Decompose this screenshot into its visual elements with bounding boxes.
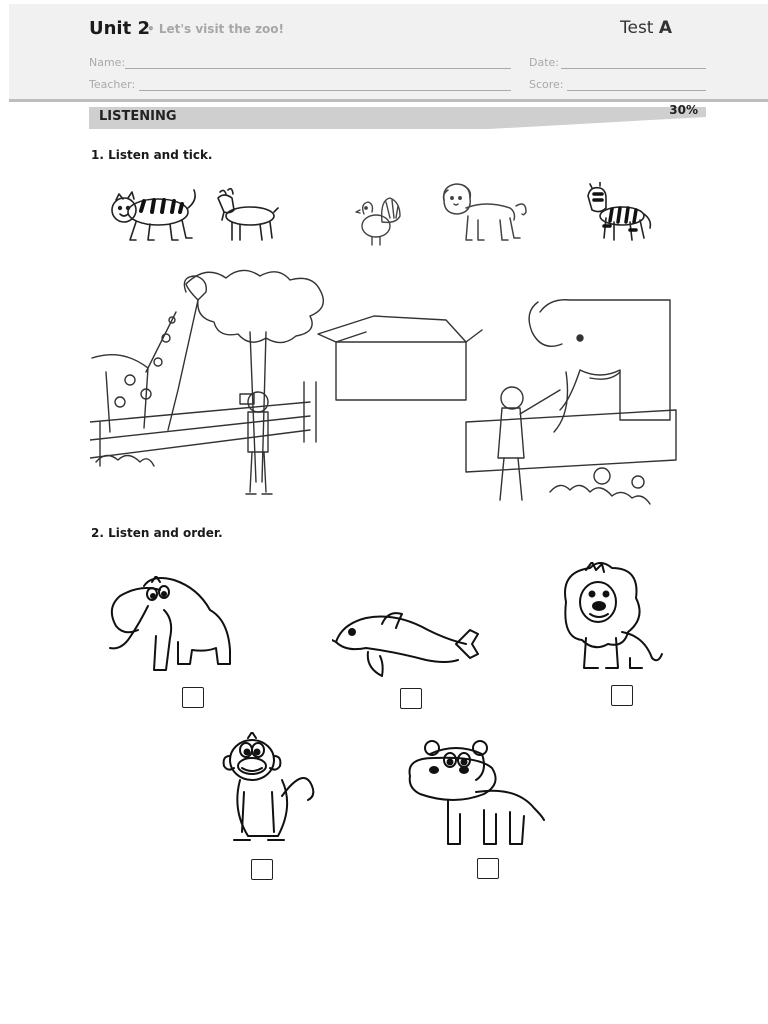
hippo-order-box[interactable] bbox=[477, 858, 499, 879]
hippo-icon[interactable] bbox=[402, 736, 546, 854]
teacher-line bbox=[139, 90, 511, 91]
lion-order-box[interactable] bbox=[611, 685, 633, 706]
teacher-label: Teacher: bbox=[89, 78, 136, 91]
section-title: LISTENING bbox=[99, 109, 177, 124]
name-label: Name: bbox=[89, 56, 126, 69]
listening-section-band bbox=[89, 105, 706, 129]
zoo-scene-illustration bbox=[90, 262, 678, 506]
monkey-order-box[interactable] bbox=[251, 859, 273, 880]
section-band-shape bbox=[89, 105, 706, 129]
test-letter: A bbox=[658, 18, 673, 38]
dolphin-icon[interactable] bbox=[332, 612, 482, 682]
teacher-field[interactable] bbox=[89, 78, 511, 91]
elephant-icon[interactable] bbox=[104, 576, 236, 680]
elephant-order-box[interactable] bbox=[182, 687, 204, 708]
test-label bbox=[620, 18, 672, 38]
date-label: Date: bbox=[529, 56, 559, 69]
question-2-title: 2. Listen and order. bbox=[91, 526, 223, 540]
test-prefix: Test bbox=[620, 18, 654, 38]
date-field[interactable] bbox=[529, 56, 706, 69]
question-1-title: 1. Listen and tick. bbox=[91, 148, 213, 162]
zebra-icon[interactable] bbox=[582, 182, 656, 246]
score-line bbox=[567, 90, 706, 91]
lion-cartoon-icon[interactable] bbox=[556, 562, 664, 676]
score-field[interactable] bbox=[529, 78, 706, 91]
lion-icon[interactable] bbox=[438, 182, 530, 248]
name-field[interactable] bbox=[89, 56, 511, 69]
name-line bbox=[125, 68, 511, 69]
unit-subtitle: • Let's visit the zoo! bbox=[147, 22, 285, 36]
goat-icon[interactable] bbox=[210, 186, 280, 246]
unit-title: Unit 2 bbox=[89, 18, 150, 39]
turkey-icon[interactable] bbox=[352, 192, 406, 248]
section-percent: 30% bbox=[669, 103, 698, 117]
dolphin-order-box[interactable] bbox=[400, 688, 422, 709]
score-label: Score: bbox=[529, 78, 564, 91]
date-line bbox=[561, 68, 706, 69]
tiger-icon[interactable] bbox=[106, 186, 198, 246]
worksheet-header bbox=[9, 4, 768, 102]
monkey-icon[interactable] bbox=[220, 732, 316, 854]
